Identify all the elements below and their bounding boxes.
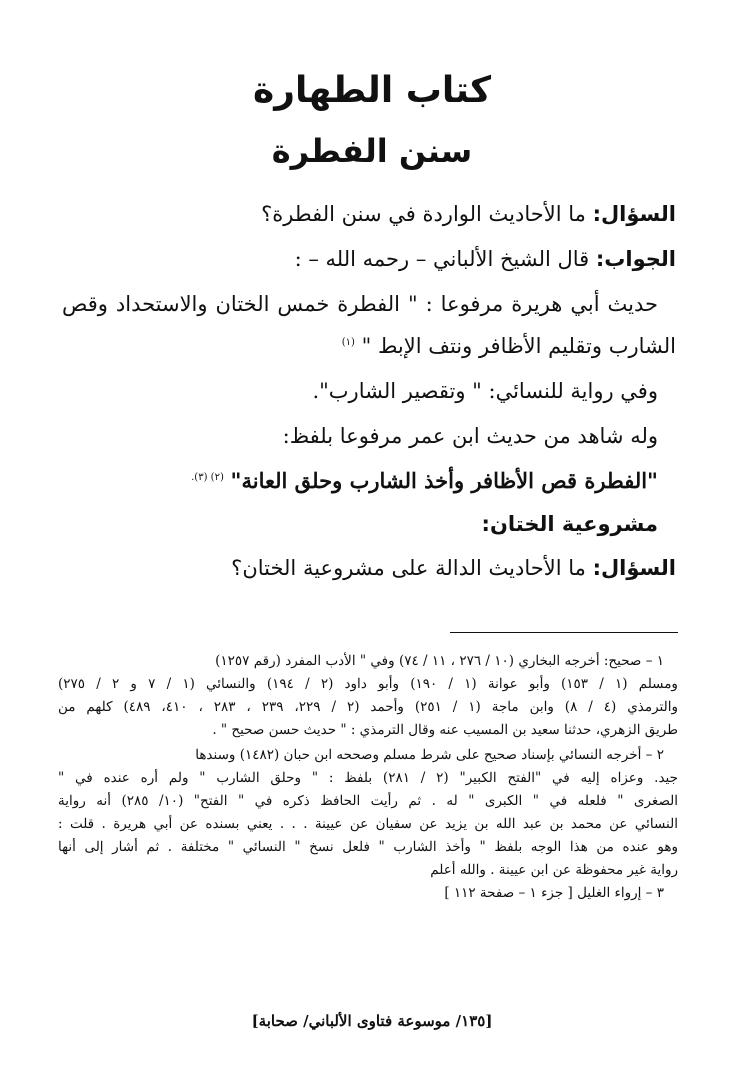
question-2-text: ما الأحاديث الدالة على مشروعية الختان؟ [231, 556, 586, 580]
footnote-refs-2-3: (٢) (٣). [191, 472, 224, 483]
footnote-line: ٣ – إرواء الغليل [ جزء ١ – صفحة ١١٢ ] [444, 885, 664, 901]
chapter-title: سنن الفطرة [271, 132, 473, 170]
footnote-line: رواية غير محفوظة عن ابن عيينة . والله أعلم [430, 862, 678, 878]
page-footer: [١٣٥/ موسوعة فتاوى الألباني/ صحابة] [251, 1012, 493, 1030]
footnote-divider [450, 632, 678, 633]
footnote-line: طريق الزهري، حدثنا سعيد بن المسيب عنه وقال الترمذي : " حديث حسن صحيح " . [212, 722, 678, 738]
shahid-line: وله شاهد من حديث ابن عمر مرفوعا بلفظ: [282, 424, 658, 448]
footnote-ref-1: (١) [341, 337, 355, 348]
answer-label: الجواب: [595, 247, 676, 271]
question-text: ما الأحاديث الواردة في سنن الفطرة؟ [261, 202, 586, 226]
footnote-line: والترمذي (٤ / ٨) وابن ماجة (١ / ٢٥١) وأحمد (٢ / ٢٢٩، ٢٣٩ ، ٢٨٣ ، ٤١٠، ٤٨٩) كلهم من [58, 699, 678, 715]
question-2 [231, 554, 676, 583]
nasai-line: وفي رواية للنسائي: " وتقصير الشارب". [312, 379, 658, 403]
footnote-line: الصغرى " فلعله في " الكبرى " له . ثم رأيت الحافظ ذكره في " الفتح" (١٠/ ٢٨٥) أنه رواية [58, 793, 679, 809]
footnote-line: ١ – صحيح: أخرجه البخاري (١٠ / ٢٧٦ ، ١١ / ٧٤) وفي " الأدب المفرد (رقم ١٢٥٧) [215, 653, 664, 669]
shahid-quote-line [191, 466, 658, 496]
hadith-line-2-text: الشارب وتقليم الأظافر ونتف الإبط " [361, 334, 676, 358]
footnote-line: وهو عنده من هذا الوجه بلفظ " وأخذ الشارب " فلعل نسخ " النسائي " مختلفة . ثم أشار إلى أنها [58, 839, 678, 855]
section-title: مشروعية الختان: [481, 512, 658, 536]
footnote-line: النسائي عن محمد بن عبد الله بن يزيد عن سفيان عن عيينة . . . يعني بسنده عن أبي هريرة . قلت : [58, 816, 678, 832]
footnote-line: ومسلم (١ / ١٥٣) وأبو عوانة (١ / ١٩٠) وأبو داود (٢ / ١٩٤) والنسائي (١ / ٧ و ٢ / ٢٧٥) [58, 676, 678, 692]
footnote-line: ٢ – أخرجه النسائي بإسناد صحيح على شرط مسلم وصححه ابن حبان (١٤٨٢) وسندها [195, 747, 664, 763]
answer-1 [295, 245, 676, 274]
hadith-line-2 [342, 332, 676, 361]
question-2-label: السؤال: [592, 556, 676, 580]
question-1 [261, 200, 676, 229]
question-label: السؤال: [592, 202, 676, 226]
shahid-quote: "الفطرة قص الأظافر وأخذ الشارب وحلق العانة" [230, 468, 658, 493]
answer-text: قال الشيخ الألباني – رحمه الله – : [294, 247, 590, 271]
hadith-line-1: حديث أبي هريرة مرفوعا : " الفطرة خمس الختان والاستحداد وقص [62, 292, 658, 316]
footnote-line: جيد. وعزاه إليه في "الفتح الكبير" (٢ / ٢٨١) بلفظ : " وحلق الشارب " ولم أره عنده في " [58, 770, 678, 786]
book-title: كتاب الطهارة [252, 70, 492, 111]
